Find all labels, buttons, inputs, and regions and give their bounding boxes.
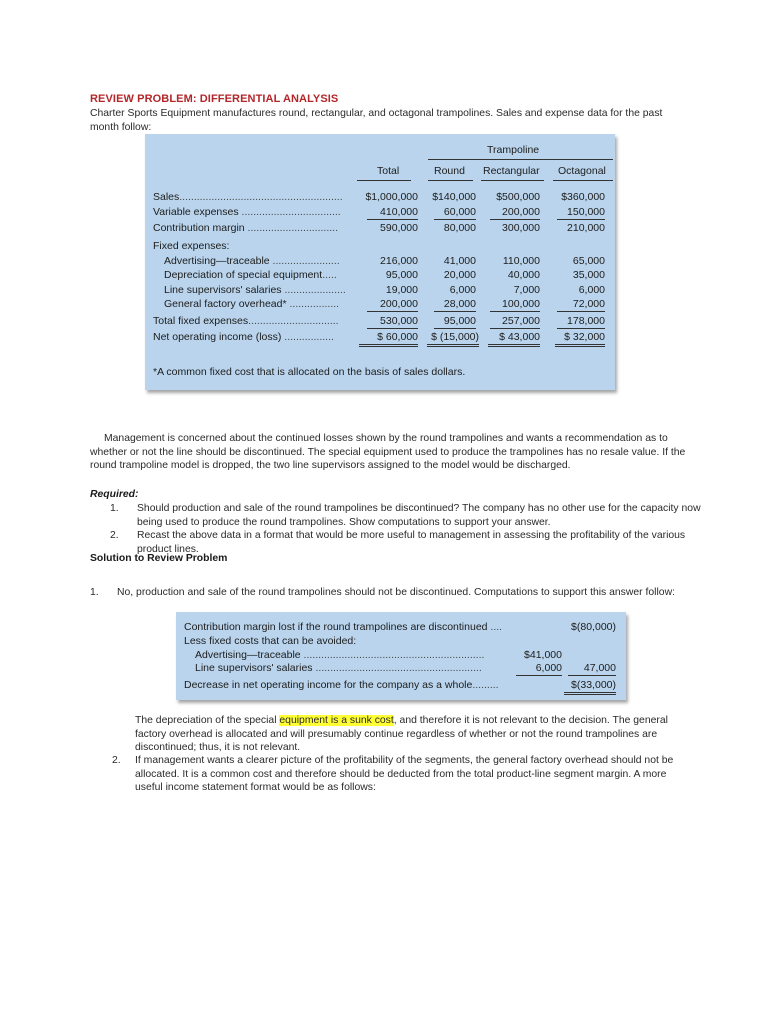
row-advertising: Advertising—traceable ..............................................................	[195, 649, 485, 661]
cell-sales-rectangular: $500,000	[496, 191, 540, 203]
cell-cm-total: 590,000	[380, 222, 418, 234]
row-decrease: Decrease in net operating income for the company as a whole.........	[184, 679, 499, 691]
cell-supervisors-total: 47,000	[568, 662, 616, 676]
cell-advertising: $41,000	[524, 649, 562, 661]
cell-noi-total: $ 60,000	[359, 331, 418, 347]
cell-overhead-rectangular: 100,000	[490, 298, 540, 312]
intro-paragraph: Charter Sports Equipment manufactures round, rectangular, and octagonal trampolines. Sales and expense data for the past month follow:	[90, 108, 663, 133]
cell-depreciation-rectangular: 40,000	[507, 269, 540, 281]
cell-cm-round: 80,000	[443, 222, 476, 234]
cell-variable-round: 60,000	[434, 206, 476, 220]
row-supervisors: Line supervisors' salaries .........................................................	[195, 662, 482, 674]
row-label-variable: Variable expenses ..................................	[153, 206, 341, 218]
cell-supervisors: 6,000	[516, 662, 562, 676]
row-cm-lost: Contribution margin lost if the round trampolines are discontinued ....	[184, 621, 503, 633]
cell-variable-total: 410,000	[367, 206, 418, 220]
table-footnote: *A common fixed cost that is allocated on the basis of sales dollars.	[153, 366, 466, 378]
cell-supervisors-octagonal: 6,000	[578, 284, 605, 296]
row-label-depreciation: Depreciation of special equipment.....	[164, 269, 337, 281]
row-label-fixed-expenses: Fixed expenses:	[153, 240, 230, 252]
cell-total-fixed-round: 95,000	[434, 315, 476, 329]
answer-2: 2. If management wants a clearer picture of the profitability of the segments, the general factory overhead should not be allocated. It is a common cost and therefore should be deducted from the total product-line segment margin. A more useful income statement format would be as follows:	[112, 755, 674, 793]
cell-sales-round: $140,000	[432, 191, 476, 203]
cell-cm-lost: $(80,000)	[571, 621, 616, 633]
row-label-cm: Contribution margin ...............................	[153, 222, 338, 234]
cell-variable-octagonal: 150,000	[557, 206, 605, 220]
solution-heading: Solution to Review Problem	[90, 553, 228, 564]
cell-total-fixed-rectangular: 257,000	[490, 315, 540, 329]
col-rule-total	[357, 180, 411, 181]
col-header-total: Total	[377, 165, 400, 177]
cell-cm-octagonal: 210,000	[567, 222, 605, 234]
avoidable-costs-table	[176, 612, 626, 700]
row-less-fixed: Less fixed costs that can be avoided:	[184, 635, 357, 647]
cell-overhead-total: 200,000	[367, 298, 418, 312]
cell-depreciation-round: 20,000	[443, 269, 476, 281]
col-rule-rectangular	[481, 180, 544, 181]
col-rule-octagonal	[553, 180, 613, 181]
required-item-2: 2. Recast the above data in a format that would be more useful to management in assessing the profitability of the various product lines.	[110, 530, 686, 555]
cell-advertising-total: 216,000	[380, 255, 418, 267]
required-list	[110, 502, 710, 556]
cell-supervisors-total: 19,000	[385, 284, 418, 296]
cell-supervisors-rectangular: 7,000	[513, 284, 540, 296]
cell-decrease: $(33,000)	[564, 679, 616, 695]
row-label-total-fixed: Total fixed expenses...............................	[153, 315, 339, 327]
row-label-overhead: General factory overhead* .................	[164, 298, 340, 310]
cell-overhead-round: 28,000	[434, 298, 476, 312]
col-header-octagonal: Octagonal	[558, 165, 606, 177]
cell-cm-rectangular: 300,000	[502, 222, 540, 234]
cell-depreciation-octagonal: 35,000	[572, 269, 605, 281]
cell-advertising-octagonal: 65,000	[572, 255, 605, 267]
cell-total-fixed-octagonal: 178,000	[557, 315, 605, 329]
col-header-round: Round	[434, 165, 465, 177]
cell-depreciation-total: 95,000	[385, 269, 418, 281]
cell-noi-round: $ (15,000)	[427, 331, 479, 347]
required-heading: Required:	[90, 489, 139, 500]
depreciation-paragraph: The depreciation of the special equipment is a sunk cost, and therefore it is not relevant to the decision. The general factory overhead is allocated and will presumably continue regardless of whether or not the round trampolines are discontinued; thus, it is not relevant.	[135, 715, 668, 753]
required-item-1: 1. Should production and sale of the round trampolines be discontinued? The company has no other use for the capacity now being used to produce the round trampolines. Show computations to support your answer.	[110, 503, 701, 528]
cell-variable-rectangular: 200,000	[490, 206, 540, 220]
group-header-rule	[428, 159, 613, 160]
cell-sales-octagonal: $360,000	[561, 191, 605, 203]
row-label-sales: Sales........................................................	[153, 191, 343, 203]
cell-overhead-octagonal: 72,000	[557, 298, 605, 312]
sales-expense-table	[145, 134, 615, 390]
cell-sales-total: $1,000,000	[365, 191, 418, 203]
cell-noi-rectangular: $ 43,000	[488, 331, 540, 347]
row-label-noi: Net operating income (loss) .................	[153, 331, 334, 343]
col-rule-round	[428, 180, 473, 181]
cell-noi-octagonal: $ 32,000	[555, 331, 605, 347]
cell-advertising-rectangular: 110,000	[502, 255, 540, 267]
cell-advertising-round: 41,000	[443, 255, 476, 267]
col-header-rectangular: Rectangular	[483, 165, 540, 177]
page-title: REVIEW PROBLEM: DIFFERENTIAL ANALYSIS	[90, 93, 339, 105]
management-paragraph: Management is concerned about the continued losses shown by the round trampolines and wants a recommendation as to whether or not the line should be discontinued. The special equipment used to produce the trampolines has no resale value. If the round trampoline model is dropped, the two line supervisors assigned to the model would be discharged.	[90, 433, 686, 471]
cell-supervisors-round: 6,000	[449, 284, 476, 296]
row-label-advertising: Advertising—traceable .......................	[164, 255, 340, 267]
answer-1: 1. No, production and sale of the round trampolines should not be discontinued. Computations to support this answer follow:	[90, 587, 675, 598]
group-header-trampoline: Trampoline	[487, 144, 540, 156]
highlighted-text: equipment is a sunk cost	[279, 715, 394, 726]
cell-total-fixed-total: 530,000	[367, 315, 418, 329]
row-label-supervisors: Line supervisors' salaries .....................	[164, 284, 346, 296]
